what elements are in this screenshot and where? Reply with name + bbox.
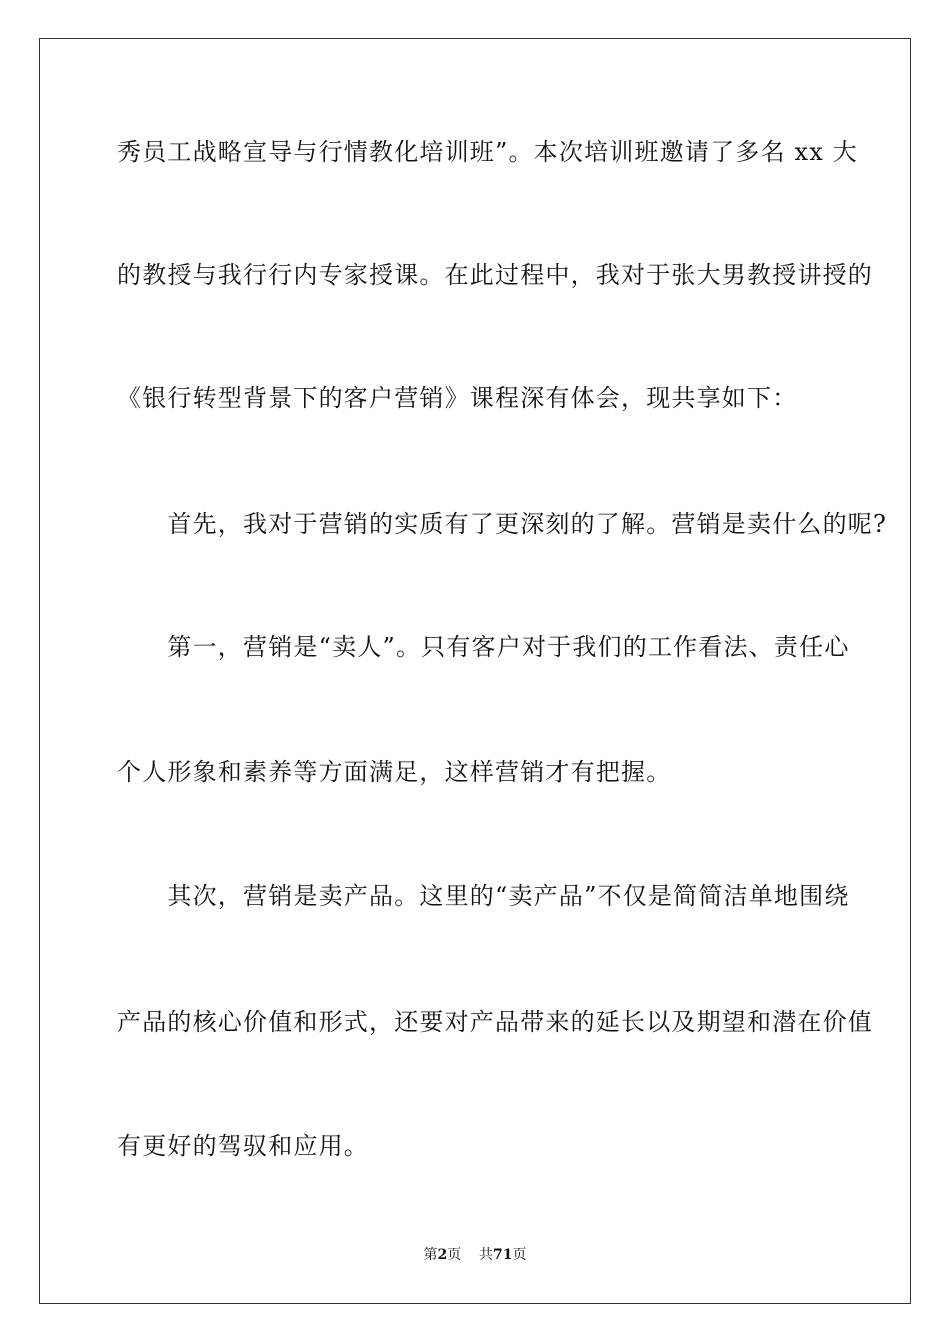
body-text-line-4: 首先，我对于营销的实质有了更深刻的了解。营销是卖什么的呢? [117, 510, 888, 538]
footer-total-prefix: 共 [479, 1247, 494, 1263]
footer-page-number: 2 [437, 1247, 448, 1263]
footer-total-suffix: 页 [512, 1247, 527, 1263]
body-text-line-6: 个人形象和素养等方面满足，这样营销才有把握。 [117, 758, 672, 786]
body-text-line-5: 第一，营销是“卖人”。只有客户对于我们的工作看法、责任心 [117, 633, 850, 661]
body-text-line-9: 有更好的驾驭和应用。 [117, 1132, 369, 1160]
body-text-line-7: 其次，营销是卖产品。这里的“卖产品”不仅是简简洁单地围绕 [117, 882, 850, 910]
page-border [39, 38, 911, 1304]
body-text-line-8: 产品的核心价值和形式，还要对产品带来的延长以及期望和潜在价值 [117, 1008, 873, 1036]
footer-page-prefix: 第 [423, 1247, 438, 1263]
body-text-line-3: 《银行转型背景下的客户营销》课程深有体会，现共享如下： [117, 384, 798, 412]
body-text-line-2: 的教授与我行行内专家授课。在此过程中，我对于张大男教授讲授的 [117, 261, 873, 289]
page-footer [0, 1246, 950, 1264]
body-text-line-1: 秀员工战略宣导与行情教化培训班”。本次培训班邀请了多名 xx 大 [117, 138, 858, 166]
footer-page-suffix: 页 [447, 1247, 462, 1263]
footer-total-pages: 71 [493, 1247, 513, 1263]
